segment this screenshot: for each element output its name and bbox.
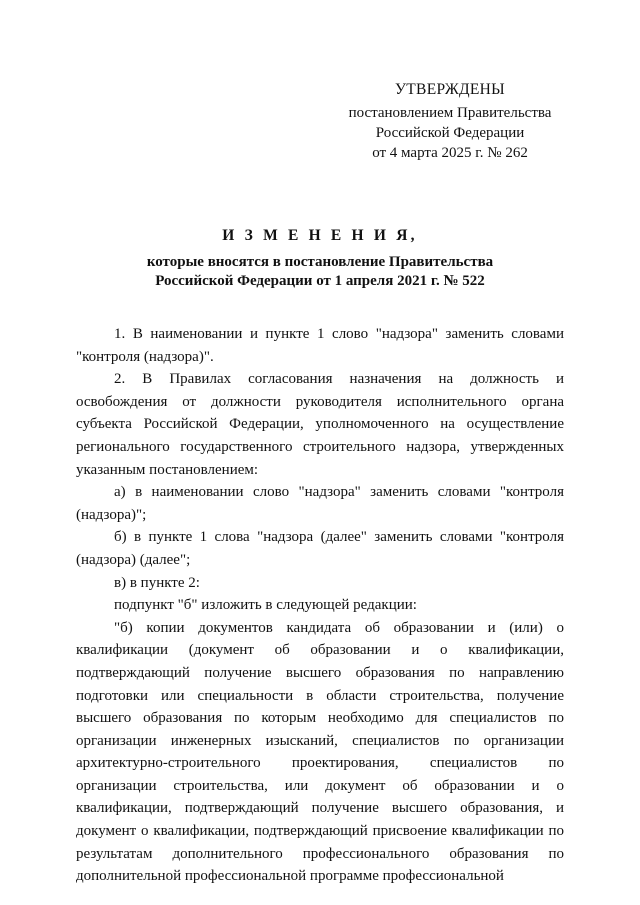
paragraph: в) в пункте 2:	[114, 574, 200, 591]
paragraph: б) в пункте 1 слова "надзора (далее" заменить словами "контроля (надзора) (далее";	[76, 529, 564, 568]
subtitle-line: которые вносятся в постановление Правительства	[146, 254, 494, 270]
paragraph: 1. В наименовании и пункте 1 слово "надзора" заменить словами "контроля (надзора)".	[76, 326, 564, 365]
approval-heading: УТВЕРЖДЕНЫ	[395, 81, 505, 98]
approval-line: Российской Федерации	[375, 125, 525, 141]
subtitle-line: Российской Федерации от 1 апреля 2021 г. № 522	[155, 273, 485, 289]
approval-date: от 4 марта 2025 г. № 262	[372, 145, 528, 161]
document-body	[76, 323, 564, 888]
paragraph: 2. В Правилах согласования назначения на должность и освобождения от должности руководителя исполнительного органа субъекта Российской Федерации, уполномоченного на осуществление регионального государственного строительного надзора, утвержденных указанным постановлением:	[76, 371, 564, 478]
paragraph: подпункт "б" изложить в следующей редакции:	[114, 597, 417, 614]
document-subtitle	[0, 253, 640, 291]
approval-block	[340, 80, 560, 163]
paragraph: "б) копии документов кандидата об образовании и (или) о квалификации (документ об образовании и о квалификации, подтверждающий получение высшего образования по направлению подготовки или специальности в области строительства, получение высшего образования по которым необходимо для специалистов по организации инженерных изысканий, специалистов по организации архитектурно-строительного проектирования, специалистов по организации строительства, или документ об образовании и о квалификации, подтверждающий получение высшего образования, и документ о квалификации, подтверждающий присвоение квалификации по результатам дополнительного профессионального образования по дополнительной профессиональной программе профессиональной	[76, 619, 564, 885]
document-title: И З М Е Н Е Н И Я,	[222, 227, 418, 244]
paragraph: а) в наименовании слово "надзора" заменить словами "контроля (надзора)";	[76, 484, 564, 523]
approval-line: постановлением Правительства	[348, 105, 552, 121]
